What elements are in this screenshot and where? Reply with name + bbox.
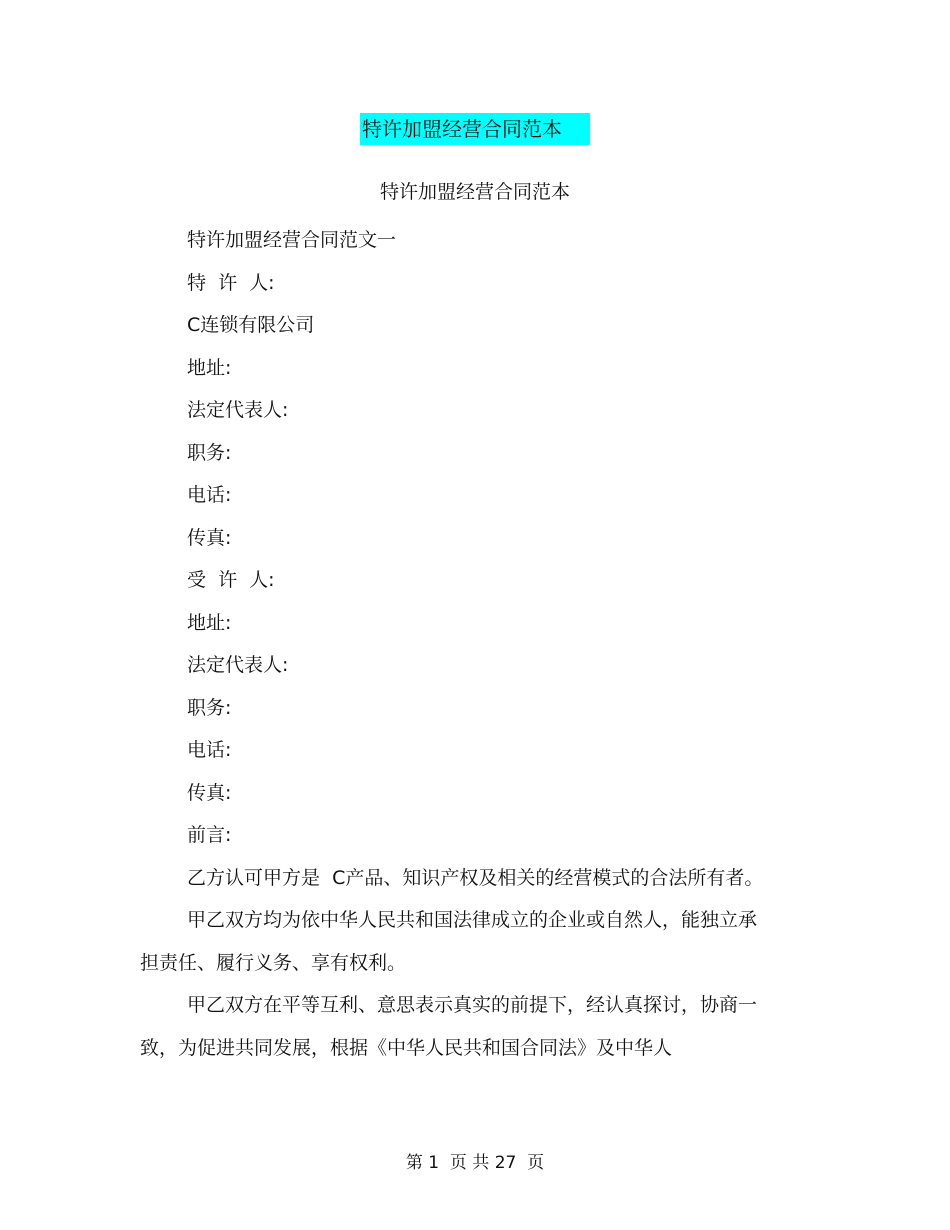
- document-heading: 特许加盟经营合同范本: [360, 113, 590, 145]
- field-line: 法定代表人:: [187, 399, 289, 421]
- field-line: 传真:: [187, 526, 232, 549]
- document-heading-container: [0, 113, 950, 145]
- field-line: C连锁有限公司: [187, 314, 315, 336]
- field-line: 法定代表人:: [187, 654, 289, 676]
- field-line: 前言:: [187, 824, 232, 846]
- body-paragraph: 甲乙双方均为依中华人民共和国法律成立的企业或自然人，能独立承担责任、履行义务、享有权利。: [140, 909, 758, 974]
- document-subtitle: 特许加盟经营合同范本: [379, 181, 570, 203]
- page-footer: 第 1 页 共 27 页: [405, 1153, 545, 1173]
- field-line: 职务:: [187, 696, 232, 719]
- field-line: 职务:: [187, 441, 232, 464]
- field-line: 地址:: [187, 611, 232, 634]
- field-line: 特 许 人:: [187, 271, 275, 294]
- field-line: 电话:: [187, 739, 232, 761]
- field-line: 传真:: [187, 781, 232, 804]
- body-paragraph: 乙方认可甲方是 C产品、知识产权及相关的经营模式的合法所有者。: [187, 866, 764, 889]
- field-line: 电话:: [187, 484, 232, 506]
- field-line: 地址:: [187, 356, 232, 379]
- body-paragraph: 甲乙双方在平等互利、意思表示真实的前提下，经认真探讨，协商一致，为促进共同发展，根据《中华人民共和国合同法》及中华人: [140, 994, 758, 1059]
- field-line: 受 许 人:: [187, 569, 275, 591]
- document-body: [140, 219, 770, 1069]
- field-line: 特许加盟经营合同范文一: [187, 229, 397, 251]
